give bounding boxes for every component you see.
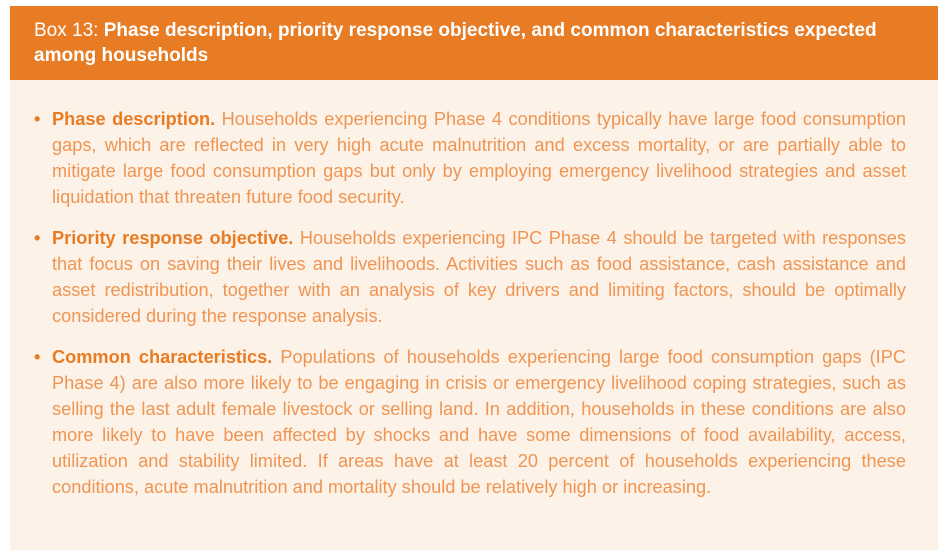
- text-box: [10, 6, 938, 550]
- bullet-list: [34, 106, 906, 515]
- item-text: Households experiencing IPC Phase 4 should be targeted with responses that focus on saving their lives and livelihoods. Activities such as food assistance, cash assistance and asset redistribution, together with an analysis of key drivers and limiting factors, should be optimally considered during the response analysis.: [52, 228, 906, 326]
- bullet-icon: •: [34, 109, 41, 129]
- bullet-icon: •: [34, 347, 41, 367]
- box-title-text: Phase description, priority response objective, and common characteristics expected among households: [34, 20, 877, 66]
- bullet-icon: •: [34, 228, 41, 248]
- item-heading: Common characteristics.: [52, 347, 281, 367]
- item-text: Populations of households experiencing large food consumption gaps (IPC Phase 4) are also more likely to be engaging in crisis or emergency livelihood coping strategies, such as selling the last adult female livestock or selling land. In addition, households in these conditions are also more likely to have been affected by shocks and have some dimensions of food availability, access, utilization and stability limited. If areas have at least 20 percent of households experiencing these conditions, acute malnutrition and mortality should be relatively high or increasing.: [52, 347, 906, 497]
- item-heading: Priority response objective.: [52, 228, 300, 248]
- list-item-common-characteristics: [34, 344, 906, 500]
- item-text: Households experiencing Phase 4 conditions typically have large food consumption gaps, which are reflected in very high acute malnutrition and excess mortality, or are partially able to mitigate large food consumption gaps but only by employing emergency livelihood strategies and asset liquidation that threaten future food security.: [52, 109, 906, 207]
- box-header: [10, 6, 938, 80]
- list-item-phase-description: [34, 106, 906, 210]
- box-label: Box 13:: [34, 20, 99, 41]
- list-item-priority-response-objective: [34, 225, 906, 329]
- box-title: [34, 18, 914, 68]
- item-heading: Phase description.: [52, 109, 222, 129]
